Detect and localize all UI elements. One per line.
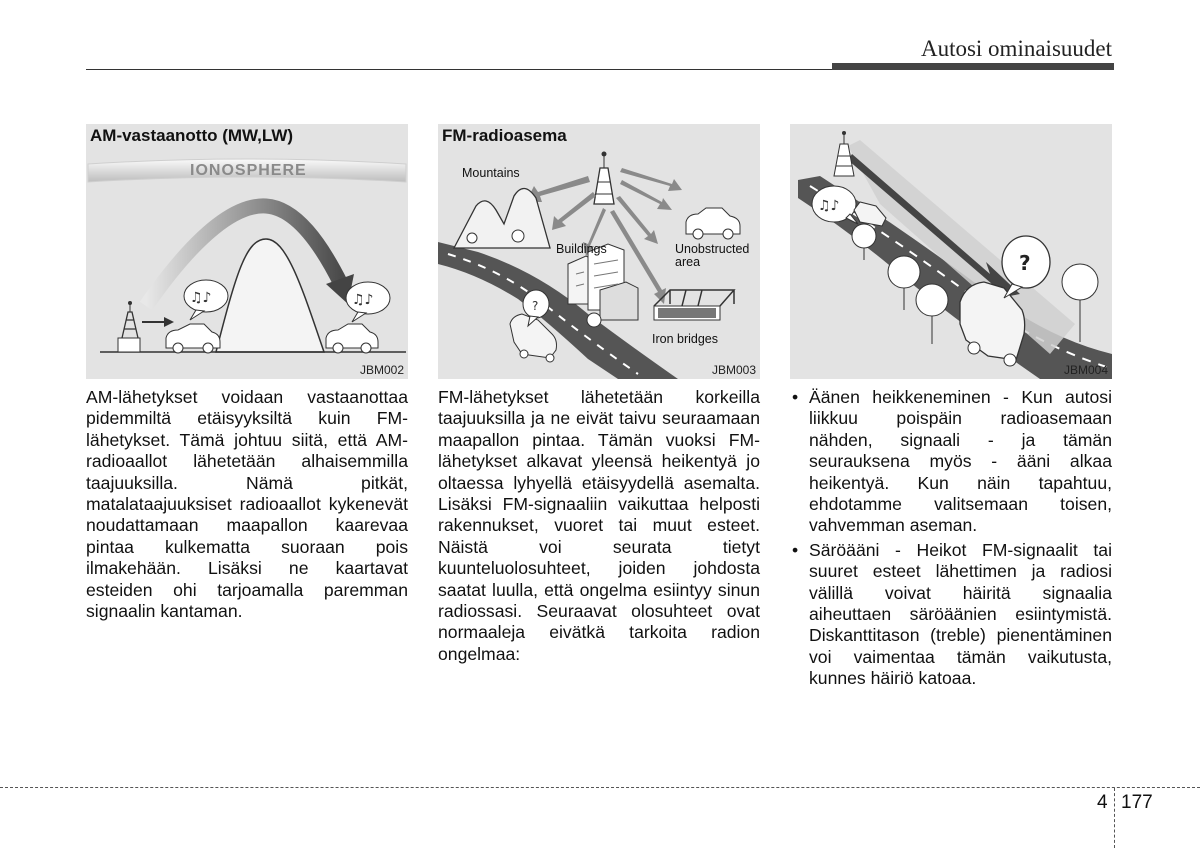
list-item-fading: • Äänen heikkeneminen - Kun autosi liikkuu poispäin radioasemaan nähden, signaali - ja tämän seurauksena myös - ääni alkaa heikentyä. Kun näin tapahtuu, ehdotamme valitsemaan toisen, vahvemman aseman. [790,387,1112,537]
page-number: 177 [1121,792,1153,813]
column-2 [438,387,760,665]
label-unobstructed: Unobstructed area [675,242,750,269]
car-icon-unobstructed [686,208,740,239]
fade-figure-code: JBM004 [1063,363,1108,377]
am-paragraph: AM-lähetykset voidaan vastaanottaa pidemmiltä etäisyyksiltä kuin FM-lähetykset. Tämä johtuu siitä, että AM-radioaallot lähetetään alhaisemmilla taajuuksilla. Nämä pitkät, matalataajuuksiset radioaallot kykenevät noudattamaan maapallon kaarevaa pintaa kulkematta suoraan pois ilmakehään. Lisäksi ne kaartavat esteiden ohi tarjoamalla paremman signaalin kantaman. [86,387,408,622]
fm-figure-title: FM-radioasema [442,126,567,145]
svg-text:♫♪: ♫♪ [352,292,374,308]
radio-station-icon [594,152,614,205]
mountains-icon [454,188,550,248]
music-bubble-icon-right [346,282,390,322]
transmitter-tower-icon [118,301,140,352]
footer-divider [0,787,1200,788]
car-icon-left [166,324,220,353]
svg-text:?: ? [532,299,539,313]
fade-illustration [790,124,1112,379]
header-bar [832,63,1114,70]
fm-paragraph: FM-lähetykset lähetetään korkeilla taajuuksilla ja ne eivät taivu seuraamaan maapallon pintaa. Tämän vuoksi FM-lähetykset alkavat yleensä heikentyä jo oltaessa lyhyellä etäisyydellä asemalta. Lisäksi FM-signaaliin vaikuttaa helposti rakennukset, vuoret tai muut esteet. Näistä voi seurata tietyt kuunteluolosuhteet, joiden johdosta saatat luulla, että ongelma esiintyy sinun radiossasi. Seuraavat olosuhteet ovat normaaleja eivätkä tarkoita radion ongelmaa: [438,387,760,664]
column-1 [86,387,408,622]
condition-list [790,387,1112,690]
radio-station-icon [834,131,854,176]
mountain-shape [216,239,324,352]
column-3 [790,387,1112,693]
am-figure [86,124,408,379]
ionosphere-label: IONOSPHERE [190,162,307,179]
label-iron-bridges: Iron bridges [652,332,719,346]
header-title: Autosi ominaisuudet [920,36,1112,61]
music-bubble-icon [812,186,858,224]
list-item-static: • Säröääni - Heikot FM-signaalit tai suuret esteet lähettimen ja radiosi välillä voivat häiritä signaalia aiheuttaen säröäänien esiintymistä. Diskanttitason (treble) pienentäminen voi vaimentaa tämän vaikutusta, kunnes häiriö katoaa. [790,540,1112,690]
fade-figure [790,124,1112,379]
music-bubble-icon-left [184,280,228,320]
fm-figure-code: JBM003 [711,363,756,377]
svg-text:♫♪: ♫♪ [190,290,212,306]
iron-bridge-icon [654,290,734,320]
am-figure-title: AM-vastaanotto (MW,LW) [90,126,294,145]
footer-vertical-divider [1114,788,1115,848]
fm-figure [438,124,760,379]
svg-text:?: ? [1019,251,1031,275]
chapter-number: 4 [1097,792,1108,813]
label-buildings: Buildings [556,242,607,256]
am-figure-code: JBM002 [359,363,404,377]
car-icon-right [326,324,378,353]
svg-text:♫♪: ♫♪ [818,198,840,214]
label-mountains: Mountains [462,166,520,180]
